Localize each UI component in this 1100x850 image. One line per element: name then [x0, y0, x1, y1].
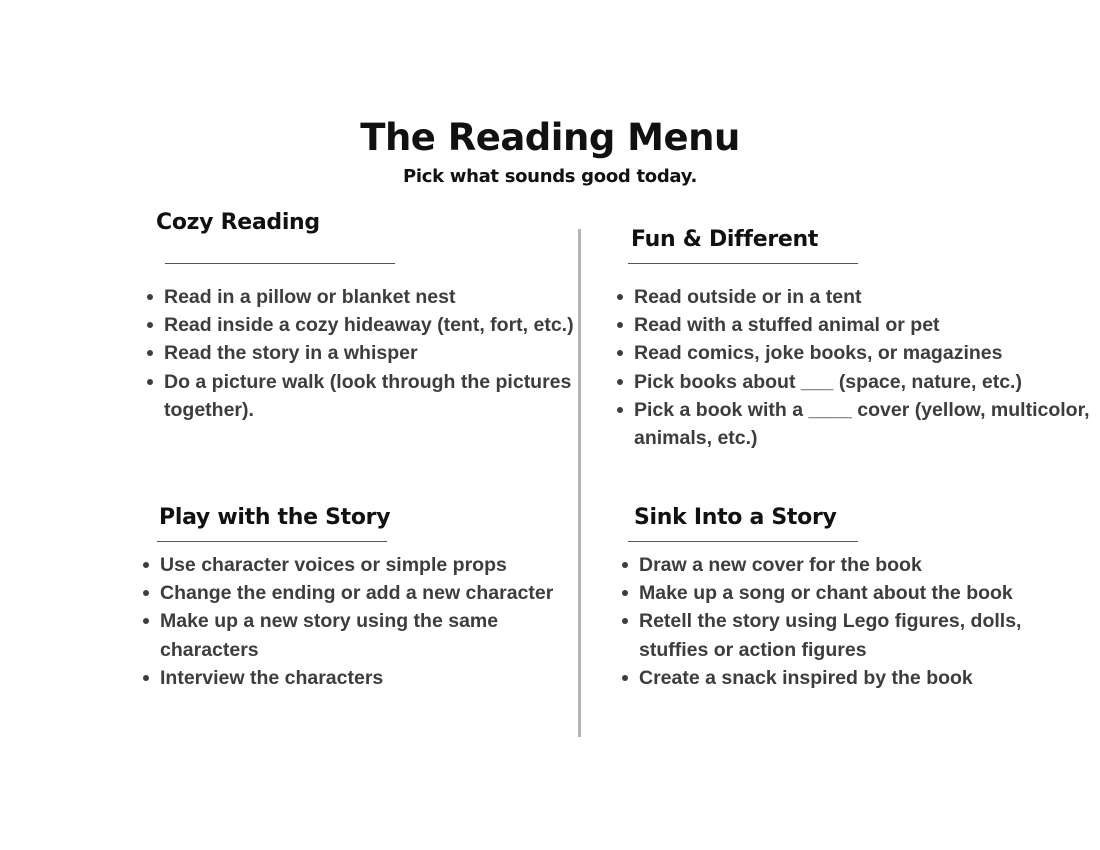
section-heading-play-with-the-story: Play with the Story [159, 505, 391, 530]
list-item: Read in a pillow or blanket nest [164, 283, 589, 311]
section-heading-sink-into-a-story: Sink Into a Story [634, 505, 837, 530]
list-item: Read inside a cozy hideaway (tent, fort, etc.) [164, 311, 589, 339]
page-title: The Reading Menu [360, 116, 740, 159]
list-play-with-the-story [138, 551, 585, 692]
list-item: Do a picture walk (look through the pictures together). [164, 368, 589, 424]
list-item: Read with a stuffed animal or pet [634, 311, 1094, 339]
list-item: Interview the characters [160, 664, 585, 692]
list-item: Pick books about ___ (space, nature, etc.) [634, 368, 1094, 396]
list-item: Pick a book with a ____ cover (yellow, multicolor, animals, etc.) [634, 396, 1094, 452]
list-item: Create a snack inspired by the book [639, 664, 1059, 692]
section-heading-fun-different: Fun & Different [631, 227, 819, 252]
list-item: Read the story in a whisper [164, 339, 589, 367]
list-sink-into-a-story [617, 551, 1059, 692]
list-item: Use character voices or simple props [160, 551, 585, 579]
section-underline-play-with-the-story [157, 541, 387, 542]
list-item: Read outside or in a tent [634, 283, 1094, 311]
list-fun-different [612, 283, 1094, 452]
section-heading-cozy-reading: Cozy Reading [156, 210, 320, 235]
section-underline-cozy-reading [165, 263, 395, 264]
list-item: Retell the story using Lego figures, dolls, stuffies or action figures [639, 607, 1059, 663]
section-underline-fun-different [628, 263, 858, 264]
list-item: Draw a new cover for the book [639, 551, 1059, 579]
list-item: Make up a song or chant about the book [639, 579, 1059, 607]
section-underline-sink-into-a-story [628, 541, 858, 542]
list-item: Read comics, joke books, or magazines [634, 339, 1094, 367]
list-item: Change the ending or add a new character [160, 579, 585, 607]
page-subtitle: Pick what sounds good today. [402, 166, 698, 187]
list-item: Make up a new story using the same characters [160, 607, 585, 663]
list-cozy-reading [142, 283, 589, 424]
